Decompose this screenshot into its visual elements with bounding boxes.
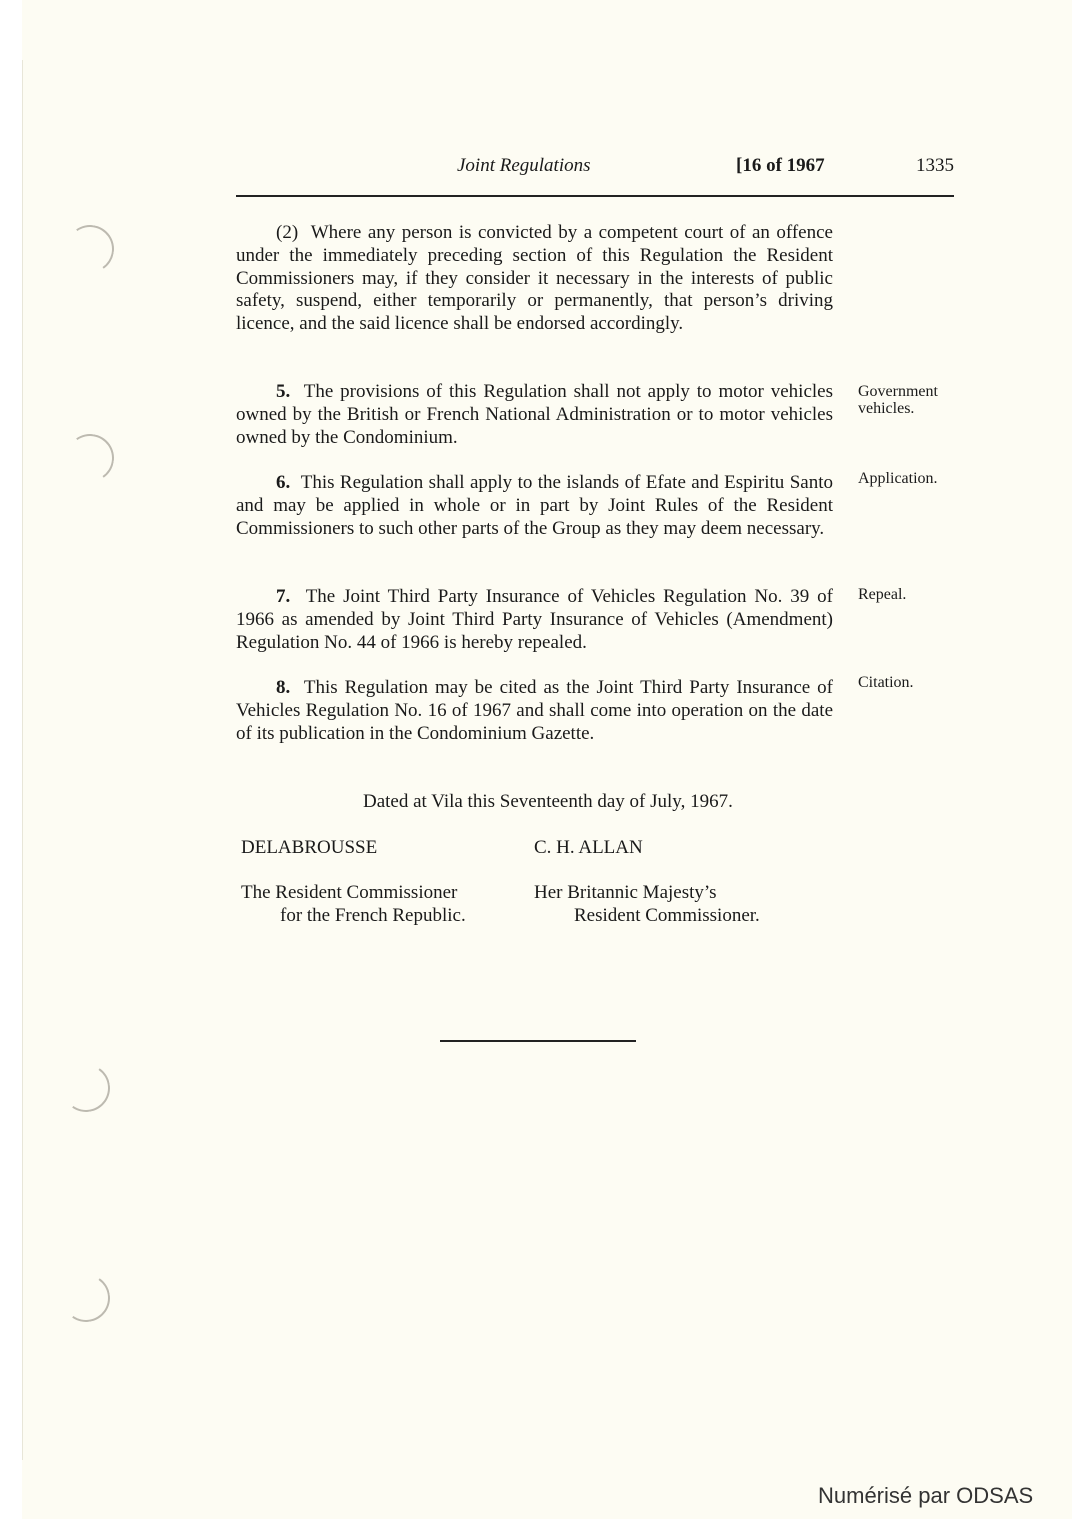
signatory-right-title: Her Britannic Majesty’s [534,882,717,903]
section-text: The Joint Third Party Insurance of Vehicles Regulation No. 39 of 1966 as amended by Joint Third Party Insurance of Vehicles (Amendment) Regulation No. 44 of 1966 is hereby repealed. [236,586,833,653]
running-title: Joint Regulations [457,155,591,176]
subsection-label: (2) [276,222,299,243]
section-5 [236,381,833,449]
signatory-left-title: The Resident Commissioner [241,882,458,903]
signatory-right-title: Resident Commissioner. [574,905,760,926]
section-number: 7. [276,586,291,607]
signatory-left-name: DELABROUSSE [241,837,378,858]
margin-note-repeal: Repeal. [858,586,907,603]
margin-note-government-vehicles [858,383,968,417]
margin-note-citation: Citation. [858,674,914,691]
section-text: The provisions of this Regulation shall not apply to motor vehicles owned by the British or French National Administration or to motor vehicles owned by the Condominium. [236,381,833,448]
margin-note-line: Government [858,383,938,400]
margin-note-application: Application. [858,470,938,487]
section-7 [236,586,833,654]
subsection-2 [236,222,833,336]
section-text: This Regulation may be cited as the Joint Third Party Insurance of Vehicles Regulation No. 16 of 1967 and shall come into operation on the date of its publication in the Condominium Gazette. [236,677,833,744]
scan-watermark: Numérisé par ODSAS [818,1483,1034,1508]
section-number: 6. [276,472,291,493]
dated-line: Dated at Vila this Seventeenth day of July, 1967. [363,791,733,812]
margin-note-line: vehicles. [858,400,915,417]
header-rule [236,195,954,197]
page-edge [22,60,23,1460]
regulation-number: [16 of 1967 [736,155,825,176]
section-number: 5. [276,381,291,402]
section-8 [236,677,833,745]
section-6 [236,472,833,540]
section-number: 8. [276,677,291,698]
end-rule [440,1040,636,1042]
signatory-left-title: for the French Republic. [280,905,466,926]
page-number: 1335 [916,155,954,176]
signatory-right-name: C. H. ALLAN [534,837,643,858]
section-text: This Regulation shall apply to the islands of Efate and Espiritu Santo and may be applied in whole or in part by Joint Rules of the Resident Commissioners to such other parts of the Group as they may deem necessary. [236,472,833,539]
subsection-text: Where any person is convicted by a competent court of an offence under the immediately preceding section of this Regulation the Resident Commissioners may, if they consider it necessary in the interests of public safety, suspend, either temporarily or permanently, that person’s driving licence, and the said licence shall be endorsed accordingly. [236,222,833,335]
